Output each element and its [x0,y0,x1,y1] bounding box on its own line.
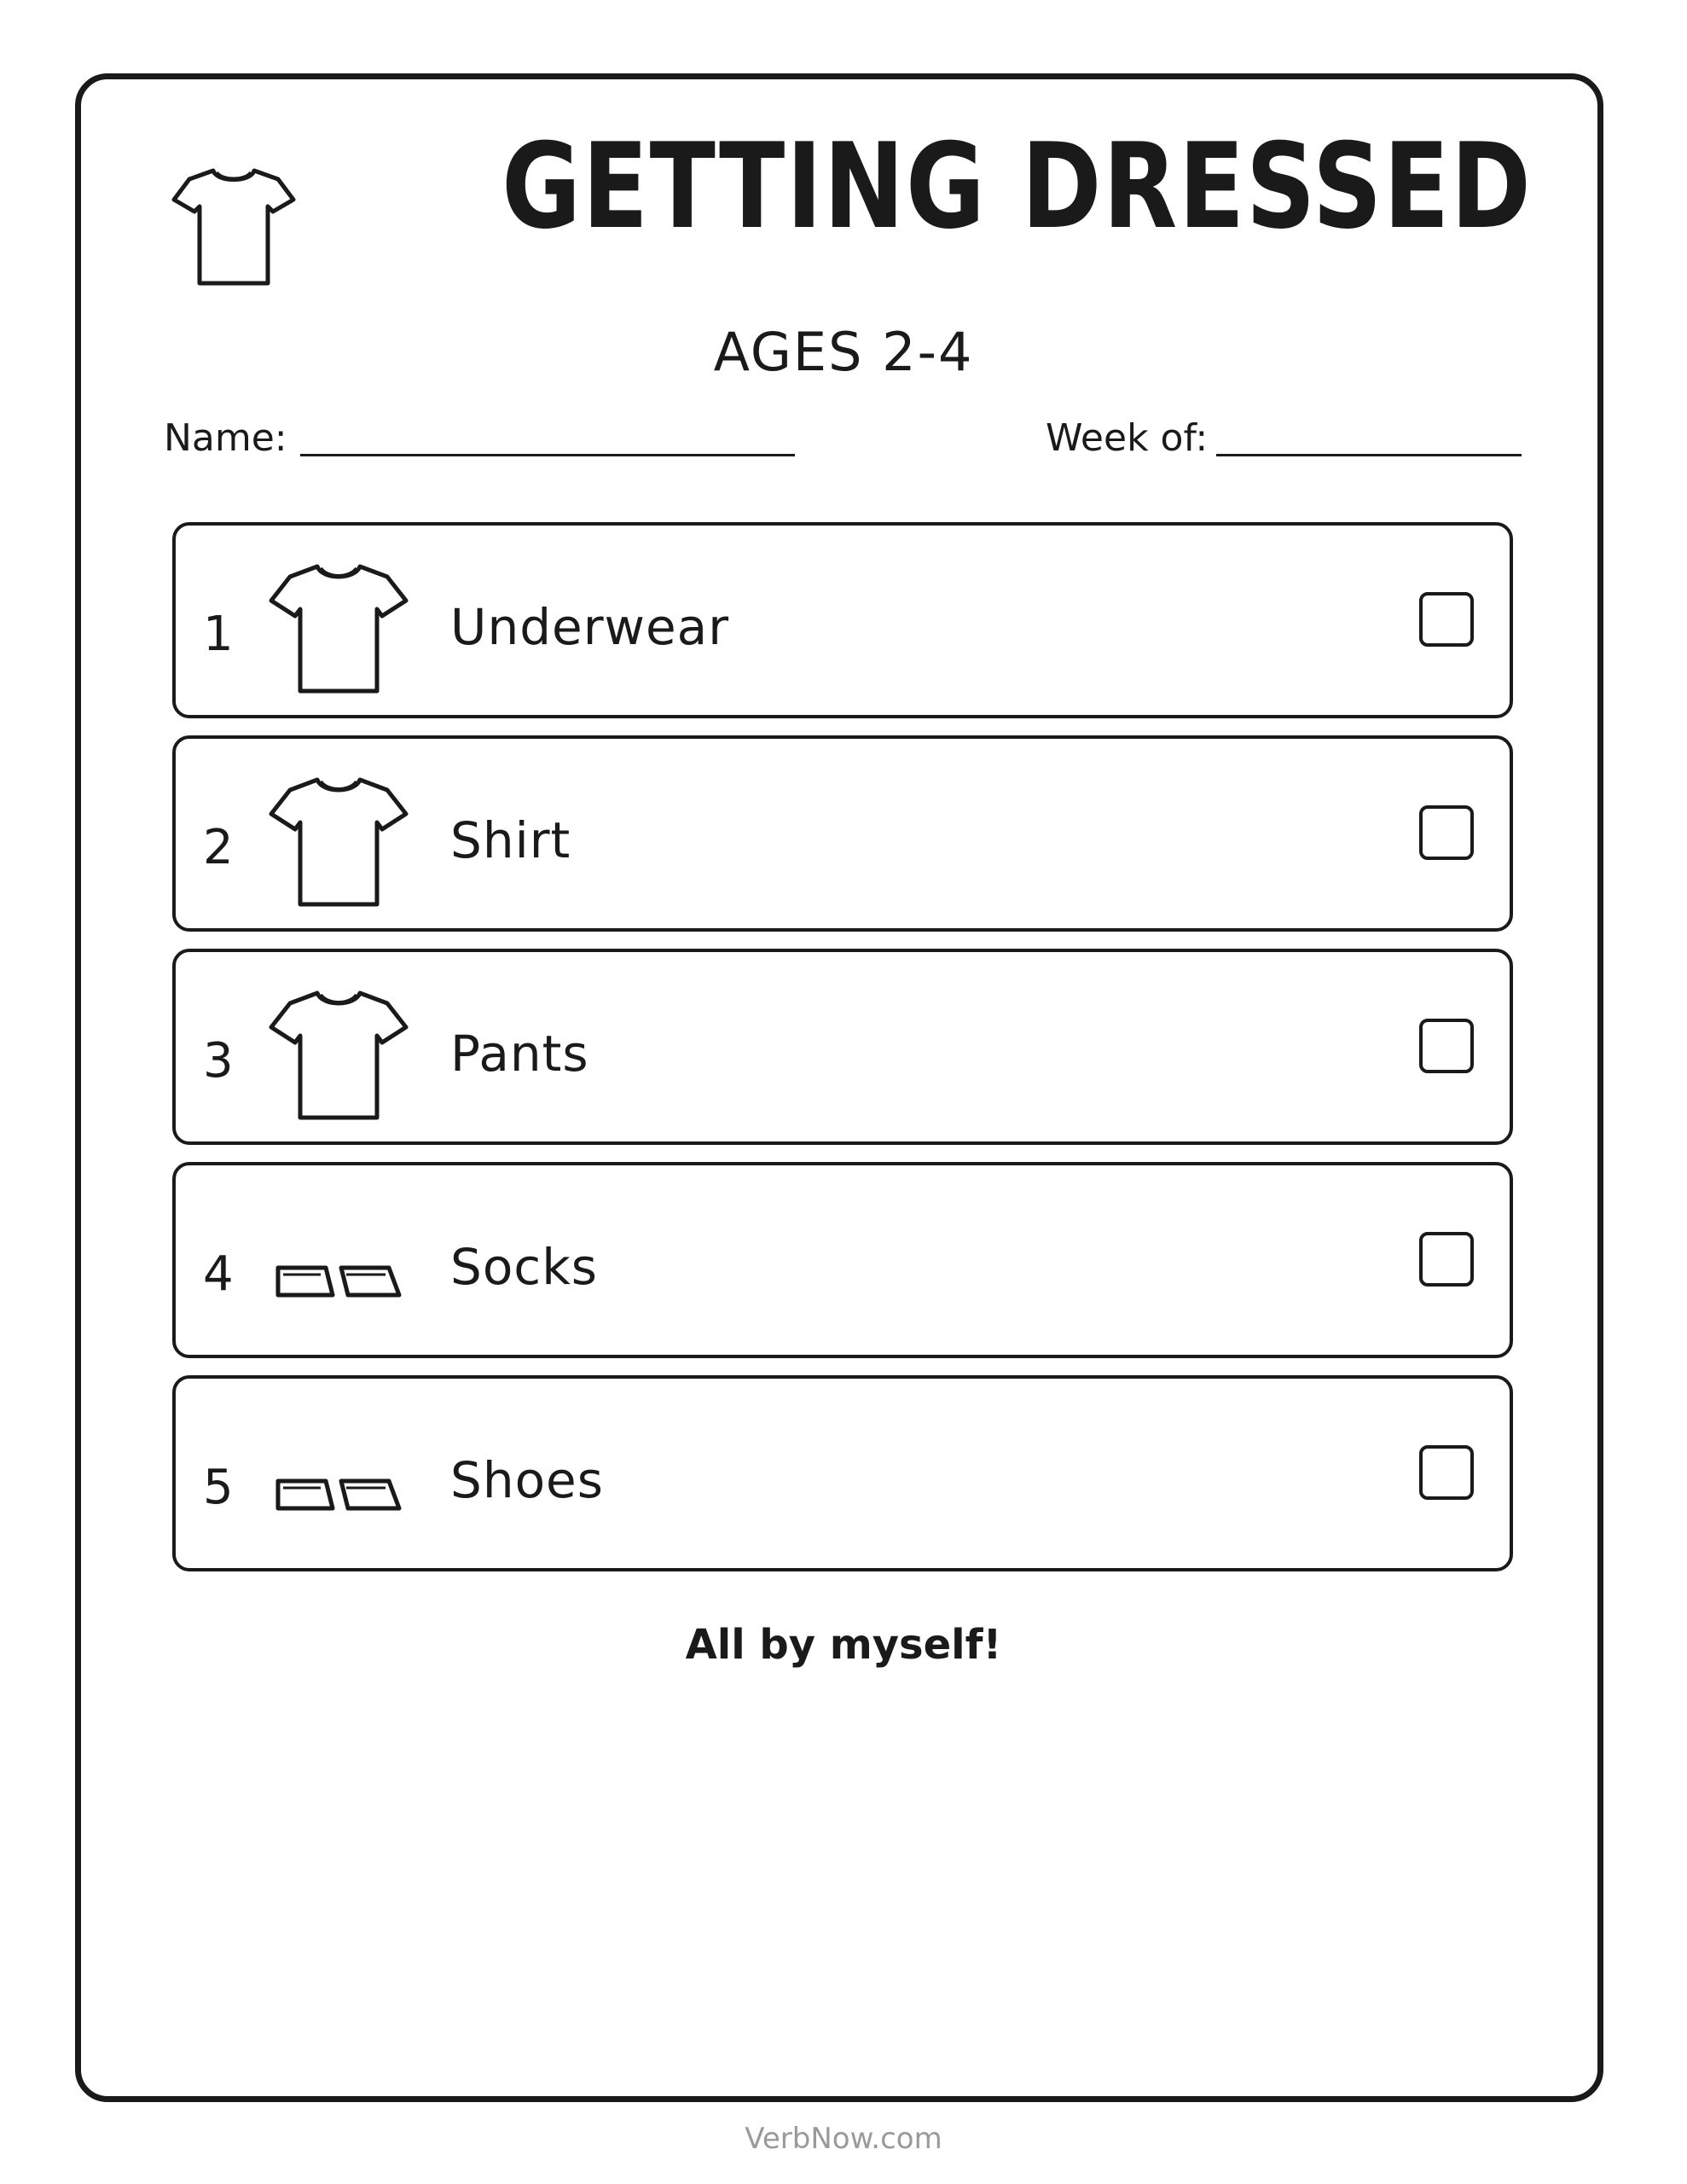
page-subtitle: AGES 2-4 [713,321,974,383]
step-row-2 [172,735,1513,932]
step-number: 5 [203,1460,234,1515]
step-label: Underwear [450,598,730,656]
step-number: 3 [203,1033,234,1089]
step-checkbox[interactable] [1419,1019,1474,1073]
name-field[interactable] [300,454,795,456]
step-checkbox[interactable] [1419,592,1474,647]
step-row-5 [172,1375,1513,1571]
page-title: GETTING DRESSED [501,118,1533,255]
step-row-1 [172,522,1513,718]
tshirt-icon [266,773,411,909]
tshirt-icon [266,986,411,1123]
step-label: Shirt [450,811,571,869]
step-row-4 [172,1162,1513,1358]
shoes-icon [266,1413,411,1549]
step-number: 2 [203,820,234,875]
name-label: Name: [164,416,287,460]
step-label: Socks [450,1238,598,1296]
tshirt-icon [169,164,299,288]
week-of-field[interactable] [1216,454,1522,456]
footer-text: All by myself! [685,1621,1002,1669]
tshirt-icon [266,560,411,696]
shoes-icon [266,1199,411,1336]
step-label: Pants [450,1025,589,1083]
week-of-label: Week of: [1046,416,1209,460]
step-number: 1 [203,607,234,662]
step-label: Shoes [450,1451,604,1509]
step-checkbox[interactable] [1419,1445,1474,1500]
step-checkbox[interactable] [1419,1232,1474,1287]
step-number: 4 [203,1246,234,1302]
step-row-3 [172,949,1513,1145]
credit-text: VerbNow.com [745,2122,942,2156]
step-checkbox[interactable] [1419,805,1474,860]
